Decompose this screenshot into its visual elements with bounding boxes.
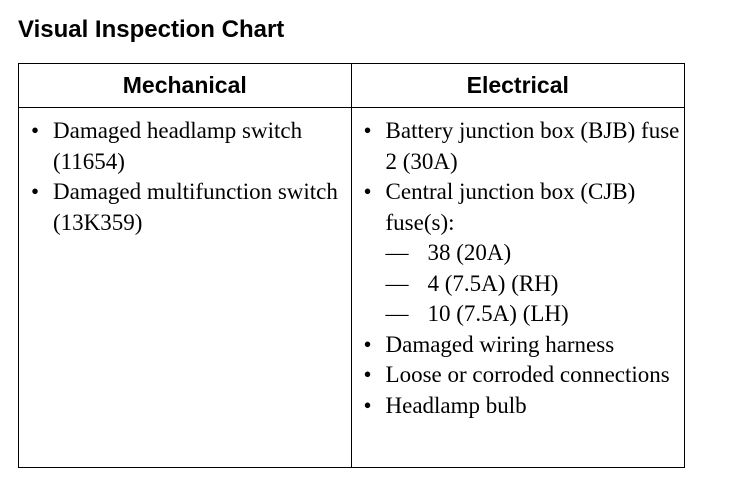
bullet-icon: • [363,331,372,357]
list-item-text: Damaged multifunction switch (13K359) [53,179,338,235]
bullet-icon: • [31,118,40,143]
dash-icon: — [385,270,409,296]
list-item-text: Headlamp bulb [385,392,527,418]
list-item-text: Battery junction box (BJB) fuse 2 (30A) [385,118,680,174]
list-item [31,177,351,238]
page-title: Visual Inspection Chart [18,16,285,43]
fuse-sublist [386,238,684,330]
list-item [364,116,684,177]
list-item-text: Loose or corroded connections [385,362,670,387]
sublist-item [386,238,684,269]
bullet-icon: • [363,362,372,387]
fuse-value: 10 (7.5A) (LH) [427,301,569,326]
sublist-item [386,299,684,330]
list-item [364,391,684,422]
list-item-text: Central junction box (CJB) fuse(s): [385,179,636,235]
fuse-value: 38 (20A) [427,240,512,265]
header-mechanical: Mechanical [19,64,352,108]
bullet-icon: • [363,179,372,204]
header-row [19,64,685,108]
list-item-text: Damaged headlamp switch (11654) [53,118,303,174]
electrical-cell [351,108,684,468]
list-item-text: Damaged wiring harness [385,331,615,357]
mechanical-cell [19,108,352,468]
bullet-icon: • [363,118,372,143]
dash-icon: — [385,240,409,265]
bullet-icon: • [363,392,372,418]
list-item [31,116,351,177]
bullet-icon: • [31,179,40,204]
mechanical-list [19,116,351,238]
inspection-table [18,63,685,468]
list-item [364,360,684,391]
sublist-item [386,269,684,300]
list-item [364,177,684,330]
table-row [19,108,685,468]
list-item [364,330,684,361]
header-electrical: Electrical [351,64,684,108]
fuse-value: 4 (7.5A) (RH) [427,270,559,296]
electrical-list [352,116,684,421]
dash-icon: — [385,301,409,326]
